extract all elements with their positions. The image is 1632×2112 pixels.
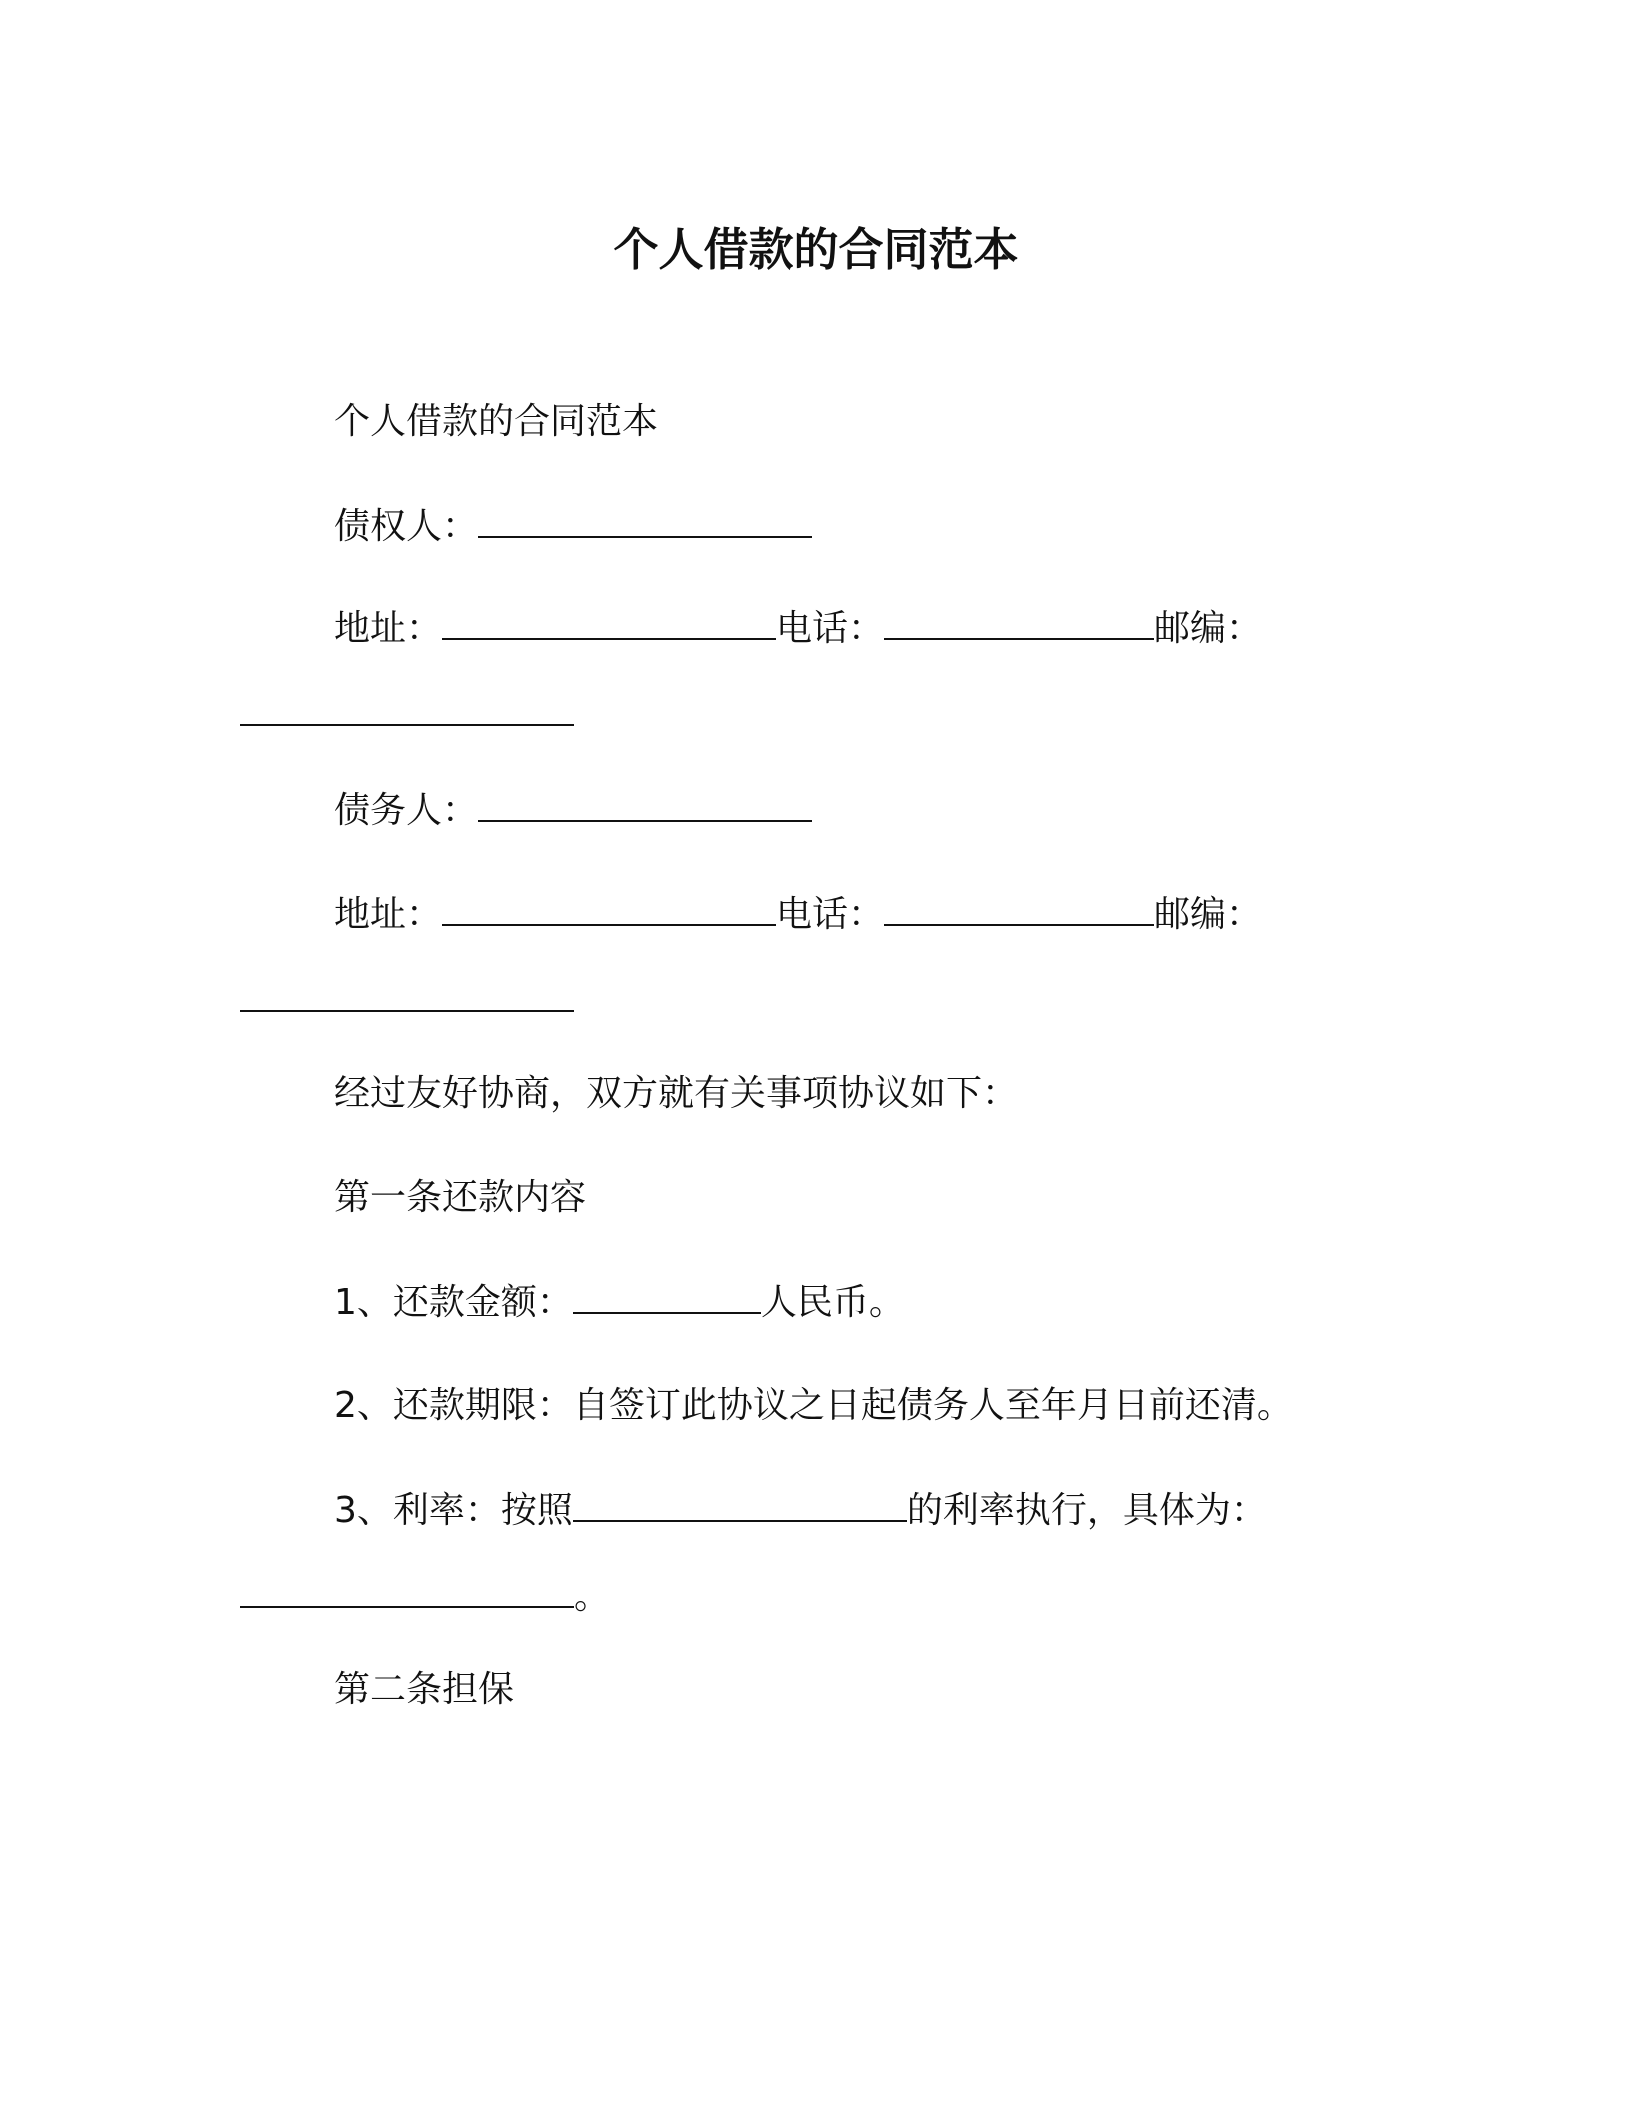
repayment-amount-label: 1、还款金额： (334, 1282, 573, 1323)
interest-detail-blank (240, 1572, 574, 1608)
repayment-amount-suffix: 人民币。 (760, 1282, 905, 1323)
creditor-contact-line (334, 604, 1262, 653)
interest-rate-suffix: 的利率执行，具体为： (906, 1490, 1267, 1531)
debtor-phone-label: 电话： (776, 894, 885, 935)
repayment-amount-blank (573, 1278, 761, 1314)
creditor-blank (478, 502, 812, 538)
debtor-line (334, 786, 812, 835)
debtor-blank (478, 786, 812, 822)
interest-detail-line (240, 1572, 610, 1621)
article2-heading: 第二条担保 (334, 1669, 515, 1710)
intro-paragraph: 经过友好协商，双方就有关事项协议如下： (334, 1073, 1019, 1114)
creditor-label: 债权人： (334, 506, 479, 547)
article1-item1 (334, 1278, 905, 1327)
creditor-phone-label: 电话： (776, 608, 885, 649)
document-subtitle: 个人借款的合同范本 (334, 401, 659, 442)
interest-rate-blank (573, 1486, 907, 1522)
creditor-address-blank (442, 604, 776, 640)
creditor-postcode-line (240, 690, 574, 739)
creditor-postcode-blank (240, 690, 574, 726)
article1-item3 (334, 1486, 1267, 1535)
debtor-label: 债务人： (334, 790, 479, 831)
article1-heading: 第一条还款内容 (334, 1177, 587, 1218)
debtor-postcode-blank (240, 976, 574, 1012)
interest-detail-end: 。 (574, 1576, 611, 1617)
debtor-address-label: 地址： (334, 894, 443, 935)
interest-rate-label: 3、利率：按照 (334, 1490, 573, 1531)
creditor-postcode-label: 邮编： (1154, 608, 1263, 649)
creditor-phone-blank (884, 604, 1154, 640)
debtor-postcode-label: 邮编： (1154, 894, 1263, 935)
document-title: 个人借款的合同范本 (613, 223, 1019, 276)
creditor-address-label: 地址： (334, 608, 443, 649)
debtor-contact-line (334, 890, 1262, 939)
debtor-address-blank (442, 890, 776, 926)
creditor-line (334, 502, 812, 551)
article1-item2: 2、还款期限：自签订此协议之日起债务人至年月日前还清。 (334, 1385, 1293, 1426)
debtor-postcode-line (240, 976, 574, 1025)
debtor-phone-blank (884, 890, 1154, 926)
